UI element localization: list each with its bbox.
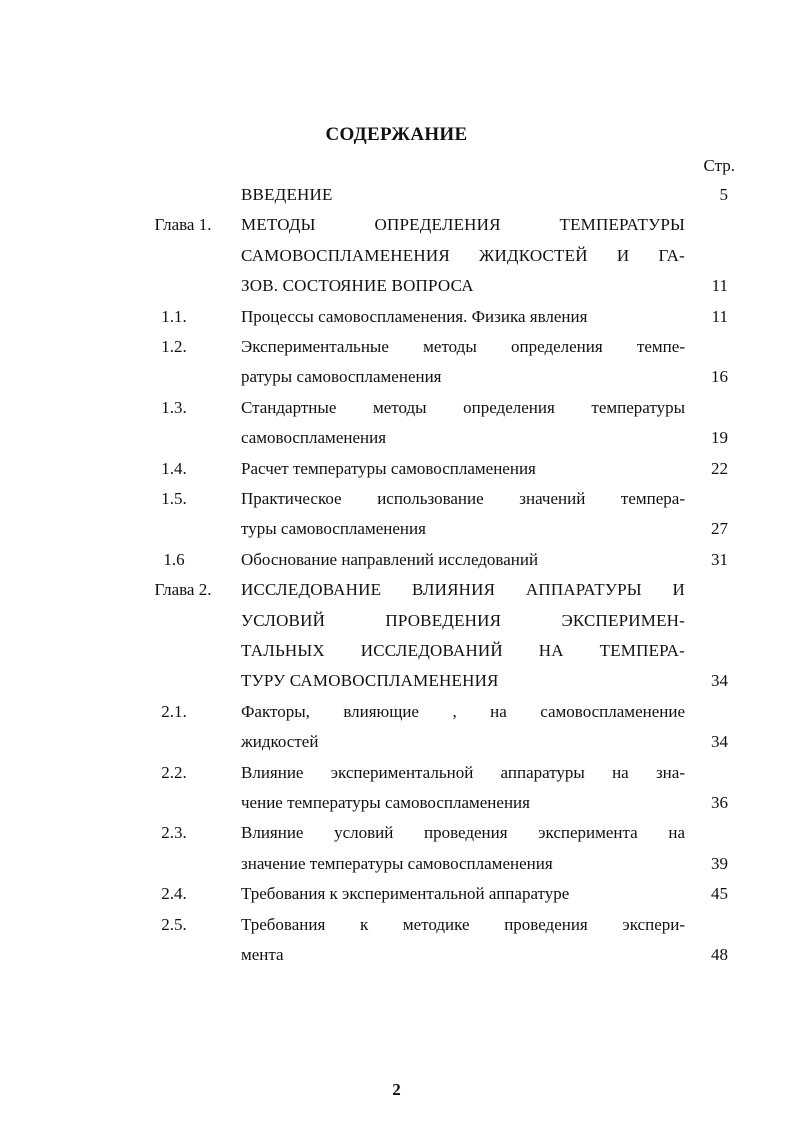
toc-line xyxy=(0,606,793,636)
toc-entry-title[interactable]: УСЛОВИЙ ПРОВЕДЕНИЯ ЭКСПЕРИМЕН- xyxy=(241,610,685,630)
toc-entry-page[interactable]: 22 xyxy=(711,458,728,478)
toc-entry-title[interactable]: жидкостей xyxy=(241,732,319,752)
toc-entry-title[interactable]: Требования к методике проведения экспери- xyxy=(241,914,685,934)
toc-entry-title[interactable]: Практическое использование значений темпера- xyxy=(241,489,685,508)
toc-line xyxy=(0,910,793,940)
toc-entry-page[interactable]: 16 xyxy=(711,367,728,387)
toc-entry-number: 1.6 xyxy=(163,549,185,569)
toc-line xyxy=(0,393,793,423)
toc-line xyxy=(0,788,793,818)
toc-line xyxy=(0,727,793,757)
toc-line xyxy=(0,818,793,848)
toc-entry-number: 2.2. xyxy=(161,762,187,782)
page-title: СОДЕРЖАНИЕ xyxy=(325,124,468,145)
toc-line xyxy=(0,758,793,788)
toc-entry-title[interactable]: Требования к экспериментальной аппаратуре xyxy=(241,884,570,904)
toc-entry-title[interactable]: Факторы, влияющие , на самовоспламенение xyxy=(241,701,685,721)
toc-line xyxy=(0,849,793,879)
toc-entry-title[interactable]: ТАЛЬНЫХ ИССЛЕДОВАНИЙ НА ТЕМПЕРА- xyxy=(241,641,685,660)
toc-entry-number: 1.2. xyxy=(161,337,187,356)
toc-line xyxy=(0,666,793,696)
toc-entry-number: 1.4. xyxy=(161,458,187,478)
toc-line xyxy=(0,241,793,271)
toc-entry-page[interactable]: 5 xyxy=(719,185,728,204)
toc-line xyxy=(0,454,793,484)
toc-line xyxy=(0,271,793,301)
toc-line xyxy=(0,545,793,575)
toc-entry-title[interactable]: ИССЛЕДОВАНИЕ ВЛИЯНИЯ АППАРАТУРЫ И xyxy=(241,580,685,600)
toc-entry-number: Глава 1. xyxy=(154,215,212,235)
toc-entry-page[interactable]: 48 xyxy=(711,945,728,964)
toc-entry-title[interactable]: Влияние условий проведения эксперимента на xyxy=(241,823,685,843)
toc-entry-page[interactable]: 11 xyxy=(711,276,728,296)
toc-entry-page[interactable]: 34 xyxy=(711,732,728,752)
toc-entry-page[interactable]: 11 xyxy=(711,306,728,326)
toc-entry-number: 2.1. xyxy=(161,701,187,721)
toc-line xyxy=(0,879,793,909)
toc-entry-number: 2.3. xyxy=(161,823,187,843)
toc-line xyxy=(0,210,793,240)
toc-entry-page[interactable]: 31 xyxy=(711,549,728,569)
toc-line xyxy=(0,636,793,666)
toc-entry-number: Глава 2. xyxy=(154,580,212,600)
page-number: 2 xyxy=(392,1080,401,1099)
toc-entry-title[interactable]: Экспериментальные методы определения темпе- xyxy=(241,337,685,356)
toc-line xyxy=(0,484,793,514)
toc-entry-title[interactable]: ТУРУ САМОВОСПЛАМЕНЕНИЯ xyxy=(241,671,499,691)
toc-line xyxy=(0,423,793,453)
toc-entry-title[interactable]: самовоспламенения xyxy=(241,428,387,448)
toc-entry-page[interactable]: 39 xyxy=(711,853,728,873)
toc-line xyxy=(0,940,793,970)
toc-entry-title[interactable]: Процессы самовоспламенения. Физика явления xyxy=(241,306,588,326)
toc-entry-title[interactable]: ЗОВ. СОСТОЯНИЕ ВОПРОСА xyxy=(241,276,474,296)
toc-line xyxy=(0,302,793,332)
toc-entry-title[interactable]: САМОВОСПЛАМЕНЕНИЯ ЖИДКОСТЕЙ И ГА- xyxy=(241,245,685,265)
toc-entry-title[interactable]: чение температуры самовоспламенения xyxy=(241,793,530,812)
toc-entry-title[interactable]: туры самовоспламенения xyxy=(241,519,426,539)
toc-entry-number: 1.5. xyxy=(161,489,187,508)
toc-entry-title[interactable]: ратуры самовоспламенения xyxy=(241,367,442,387)
toc-entry-number: 2.5. xyxy=(161,914,187,934)
toc-entry-title[interactable]: ВВЕДЕНИЕ xyxy=(241,185,333,204)
toc-entry-number: 2.4. xyxy=(161,884,187,904)
toc-entry-page[interactable]: 34 xyxy=(711,671,728,691)
toc-entry-title[interactable]: значение температуры самовоспламенения xyxy=(241,853,553,873)
toc-line xyxy=(0,332,793,362)
toc-line xyxy=(0,697,793,727)
toc-entry-title[interactable]: мента xyxy=(241,945,284,964)
toc-entry-page[interactable]: 27 xyxy=(711,519,728,539)
toc-line xyxy=(0,180,793,210)
toc-entry-number: 1.3. xyxy=(161,397,187,417)
toc-line xyxy=(0,362,793,392)
toc-entry-title[interactable]: МЕТОДЫ ОПРЕДЕЛЕНИЯ ТЕМПЕРАТУРЫ xyxy=(241,215,685,235)
toc-entry-title[interactable]: Расчет температуры самовоспламенения xyxy=(241,458,536,478)
toc-entry-page[interactable]: 45 xyxy=(711,884,728,904)
toc-entry-title[interactable]: Обоснование направлений исследований xyxy=(241,549,539,569)
toc-line xyxy=(0,514,793,544)
toc-entry-number: 1.1. xyxy=(161,306,187,326)
toc-entry-title[interactable]: Влияние экспериментальной аппаратуры на зна- xyxy=(241,762,685,782)
toc-entry-page[interactable]: 36 xyxy=(711,793,728,812)
toc-line xyxy=(0,575,793,605)
page-column-label: Стр. xyxy=(703,156,735,175)
toc-entry-title[interactable]: Стандартные методы определения температуры xyxy=(241,397,685,417)
toc-entry-page[interactable]: 19 xyxy=(711,428,728,448)
